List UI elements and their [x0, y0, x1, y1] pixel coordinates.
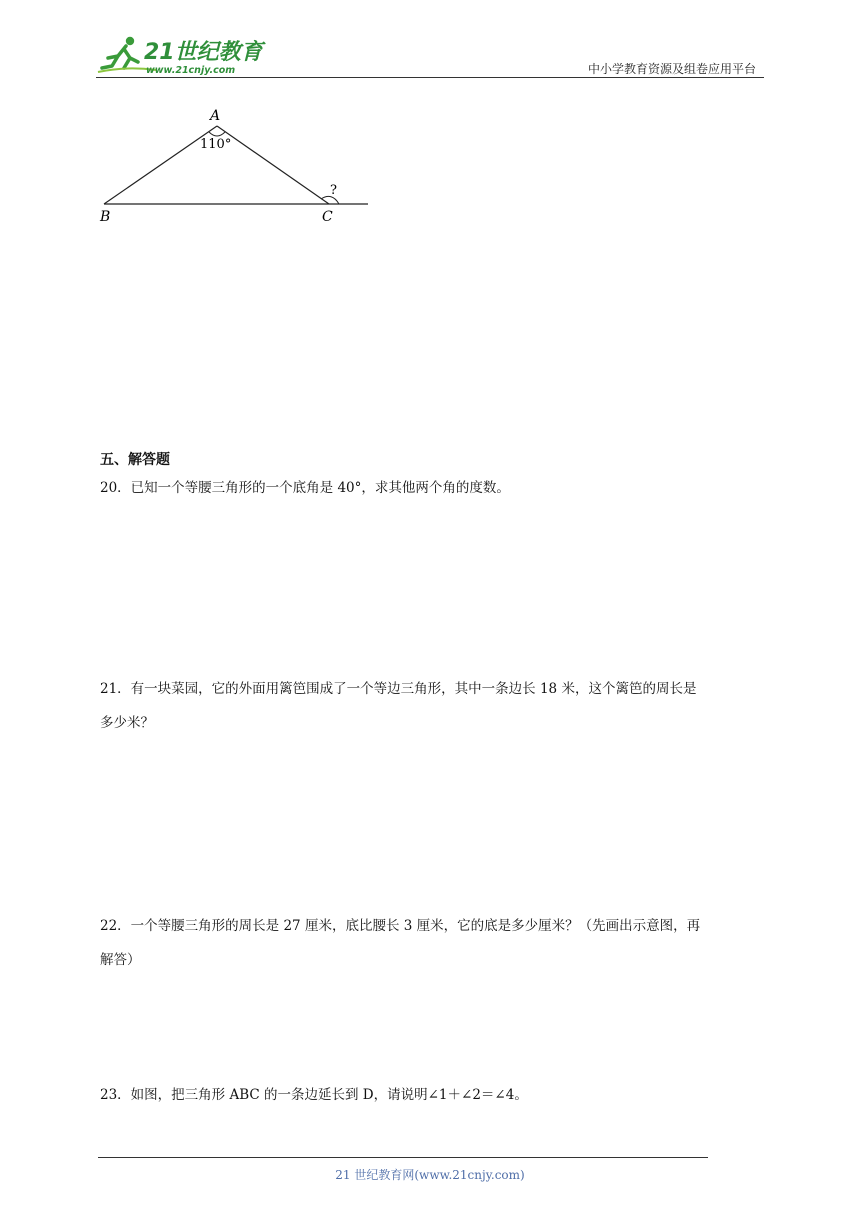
logo-url: www.21cnjy.com: [146, 65, 236, 76]
logo-runner-icon: [96, 32, 266, 78]
angle-a-value: 110°: [200, 137, 232, 152]
footer-divider: [98, 1157, 708, 1158]
site-logo[interactable]: [96, 32, 266, 78]
question-23: [100, 1081, 760, 1109]
question-20: [100, 474, 760, 502]
question-line: 多少米？: [100, 715, 154, 731]
vertex-c-label: C: [322, 209, 333, 225]
logo-text: 21世纪教育: [144, 40, 263, 65]
question-line: 21．有一块菜园，它的外面用篱笆围成了一个等边三角形，其中一条边长 18 米，这个篱笆的周长是: [100, 681, 697, 697]
section-title: 五、解答题: [100, 452, 170, 468]
question-line: 20．已知一个等腰三角形的一个底角是 40°，求其他两个角的度数。: [100, 480, 510, 496]
question-22: [100, 912, 760, 974]
triangle-figure: [96, 104, 376, 228]
side-ac: [217, 126, 329, 204]
header-divider: [96, 77, 764, 78]
question-line: 解答）: [100, 952, 141, 968]
angle-a-arc: [209, 132, 225, 136]
footer-link[interactable]: 21 世纪教育网(www.21cnjy.com): [335, 1168, 525, 1182]
question-21: [100, 675, 760, 737]
header-platform-text: 中小学教育资源及组卷应用平台: [587, 62, 756, 76]
unknown-angle-label: ?: [330, 183, 337, 198]
question-line: 23．如图，把三角形 ABC 的一条边延长到 D，请说明∠1＋∠2＝∠4。: [100, 1087, 528, 1103]
vertex-a-label: A: [210, 108, 221, 124]
vertex-b-label: B: [100, 209, 111, 225]
question-line: 22．一个等腰三角形的周长是 27 厘米，底比腰长 3 厘米，它的底是多少厘米？（先画出示意图，再: [100, 918, 701, 934]
